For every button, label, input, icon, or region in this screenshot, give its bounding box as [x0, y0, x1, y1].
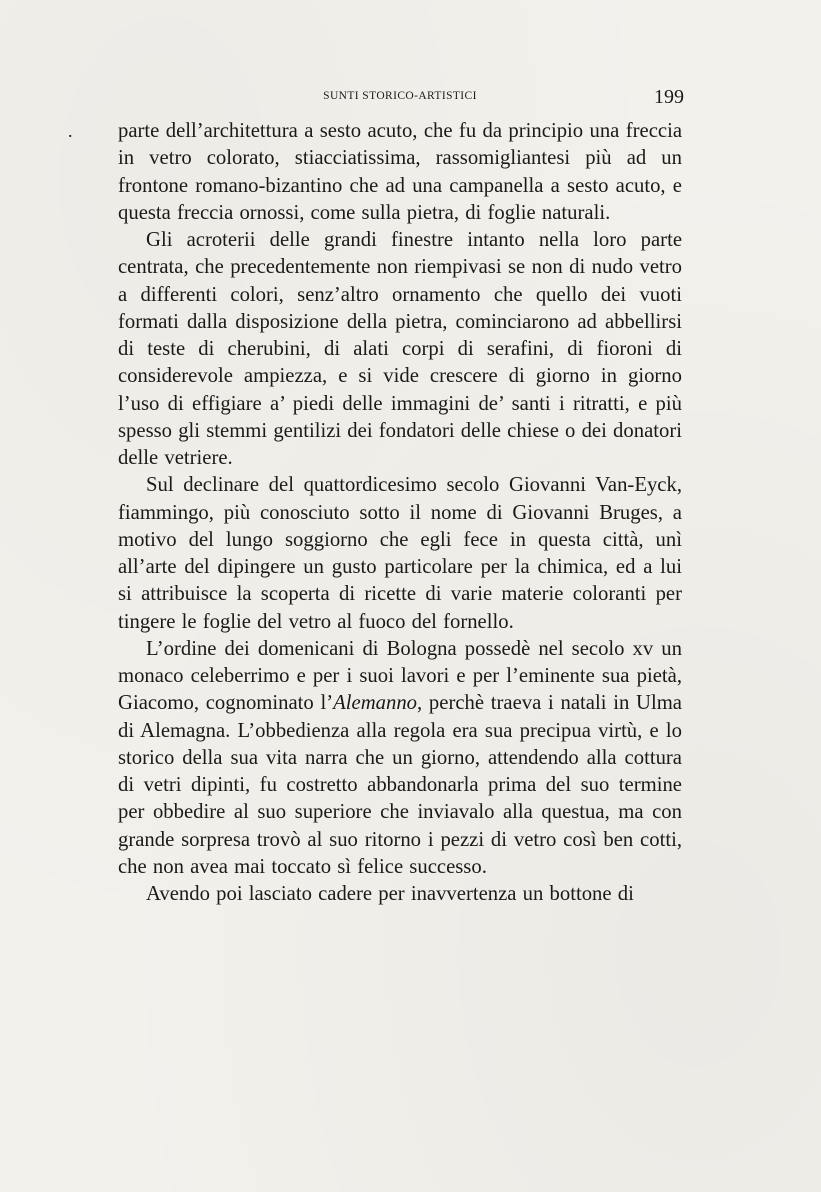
italic-term: Alemanno: [333, 692, 418, 715]
paragraph-5: Avendo poi lasciato cadere per inavvertenza un bottone di: [146, 883, 634, 905]
body-text: [118, 118, 682, 908]
page-number: 199: [654, 86, 684, 108]
page-header: [118, 86, 682, 110]
paragraph-4: [118, 636, 682, 881]
paragraph-2: Gli acroterii delle grandi finestre intanto nella loro parte centrata, che precedentemente non riempivasi se non di nudo vetro a differenti colori, senz’altro ornamento che quello dei vuoti formati dalla disposizione della pietra, cominciarono ad abbellirsi di teste di cherubini, di alati corpi di serafini, di fioroni di considerevole ampiezza, e si vide crescere di giorno in giorno l’uso di effigiare a’ piedi delle immagini de’ santi i ritratti, e più spesso gli stemmi gentilizi dei fondatori delle chiese o dei donatori delle vetriere.: [118, 229, 682, 469]
paragraph-4-text-after: , perchè traeva i natali in Ulma di Alemagna. L’obbedienza alla regola era sua precipua virtù, e lo storico della sua vita narra che un giorno, attendendo alla cottura di vetri dipinti, fu costretto abbandonarla prima del suo termine per obbedire al suo superiore che inviavalo alla questua, ma con grande sorpresa trovò al suo ritorno i pezzi di vetro così ben cotti, che non avea mai toccato sì felice successo.: [118, 692, 682, 878]
running-head: SUNTI STORICO-ARTISTICI: [323, 90, 477, 102]
paragraph-3: Sul declinare del quattordicesimo secolo Giovanni Van-Eyck, fiammingo, più conosciuto sotto il nome di Giovanni Bruges, a motivo del lungo soggiorno che egli fece in questa città, unì all’arte del dipingere un gusto particolare per la chimica, ed a lui si attribuisce la scoperta di ricette di varie materie coloranti per tingere le foglie del vetro al fuoco del fornello.: [118, 474, 682, 633]
paragraph-4-text-before: L’ordine dei domenicani di Bologna possedè nel secolo xv un monaco celeberrimo e per i suoi lavori e per l’eminente sua pietà, Giacomo, cognominato l’: [118, 637, 682, 715]
paragraph-1: parte dell’architettura a sesto acuto, che fu da principio una freccia in vetro colorato, stiacciatissima, rassomigliantesi più ad un frontone romano-bizantino che ad una campanella a sesto acuto, e questa freccia ornossi, come sulla pietra, di foglie naturali.: [118, 120, 682, 224]
margin-mark: .: [68, 121, 73, 141]
